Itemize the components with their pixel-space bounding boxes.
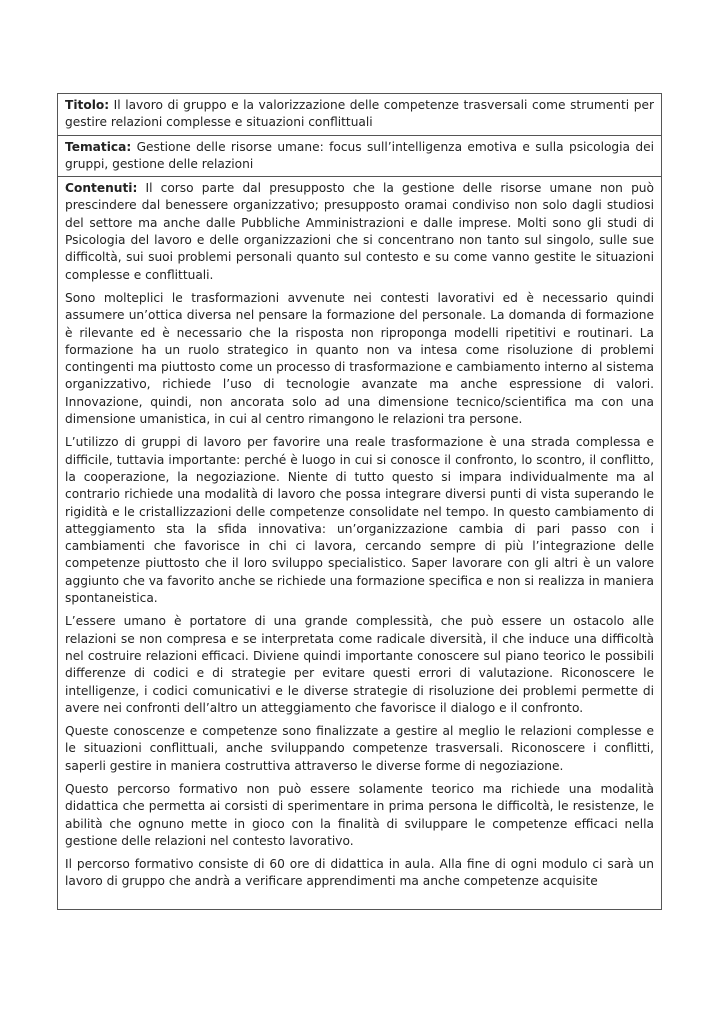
contenuti-label: Contenuti: (65, 181, 138, 196)
tematica-cell (58, 136, 661, 178)
contenuti-paragraph-3: L’utilizzo di gruppi di lavoro per favorire una reale trasformazione è una strada complessa e difficile, tuttavia importante: perché è luogo in cui si conosce il confronto, lo scontro, il conflitto, la cooperazione, la negoziazione. Niente di tutto questo si impara individualmente ma al contrario richiede una modalità di lavoro che possa integrare diversi punti di vista superando le rigidità e le cristallizzazioni delle competenze consolidate nel tempo. In questo cambiamento di atteggiamento sta la sfida innovativa: un’organizzazione cambia di pari passo con i cambiamenti che favorisce in chi ci lavora, cercando sempre di più l’integrazione delle competenze piuttosto che il loro sviluppo specialistico. Saper lavorare con gli altri è un valore aggiunto che va favorito anche se richiede una formazione specifica e non si realizza in maniera spontaneistica. (65, 435, 654, 606)
contenuti-paragraph-6: Questo percorso formativo non può essere solamente teorico ma richiede una modalità didattica che permetta ai corsisti di sperimentare in prima persona le difficoltà, le resistenze, le abilità che ognuno mette in gioco con la finalità di sviluppare le competenze efficaci nella gestione delle relazioni nel contesto lavorativo. (65, 781, 654, 848)
contenuti-paragraph-1 (65, 180, 654, 284)
titolo-text: Il lavoro di gruppo e la valorizzazione delle competenze trasversali come strumenti per gestire relazioni complesse e situazioni conflittuali (65, 98, 654, 130)
contenuti-first-text: Il corso parte dal presupposto che la gestione delle risorse umane non può prescindere dal benessere organizzativo; presupposto oramai condiviso non solo dagli studiosi del settore ma anche dalle Pubbliche Amministrazioni e dalle imprese. Molti sono gli studi di Psicologia del lavoro e delle organizzazioni che si concentrano non tanto sul singolo, sulle sue difficoltà, sui suoi problemi personali quanto sul contesto e su come vanno gestite le situazioni complesse e conflittuali. (65, 181, 654, 282)
contenuti-paragraph-4: L’essere umano è portatore di una grande complessità, che può essere un ostacolo alle relazioni se non compresa e se interpretata come radicale diversità, il che induce una difficoltà nel costruire relazioni efficaci. Diviene quindi importante conoscere sul piano teorico le possibili differenze di codici e di strategie per evitare questi errori di valutazione. Riconoscere le intelligenze, i codici comunicativi e le diverse strategie di risoluzione dei problemi permette di avere nei confronti dell’altro un atteggiamento che favorisce il dialogo e il confronto. (65, 614, 654, 715)
course-info-table (57, 93, 662, 910)
contenuti-paragraph-2: Sono molteplici le trasformazioni avvenute nei contesti lavorativi ed è necessario quindi assumere un’ottica diversa nel pensare la formazione del personale. La domanda di formazione è rilevante ed è necessario che la risposta non riproponga modelli ripetitivi e routinari. La formazione ha un ruolo strategico in quanto non va intesa come risoluzione di problemi contingenti ma piuttosto come un processo di trasformazione e cambiamento interno al sistema organizzativo, richiede l’uso di tecnologie avanzate ma anche espressione di valori. Innovazione, quindi, non ancorata solo ad una dimensione tecnico/scientifica ma con una dimensione umanistica, in cui al centro rimangono le relazioni tra persone. (65, 290, 654, 427)
titolo-cell (58, 94, 661, 136)
tematica-text: Gestione delle risorse umane: focus sull’intelligenza emotiva e sulla psicologia dei gruppi, gestione delle relazioni (65, 139, 654, 171)
tematica-label: Tematica: (65, 139, 132, 154)
contenuti-paragraph-7: Il percorso formativo consiste di 60 ore di didattica in aula. Alla fine di ogni modulo ci sarà un lavoro di gruppo che andrà a verificare apprendimenti ma anche competenze acquisite (65, 857, 654, 889)
contenuti-paragraph-5: Queste conoscenze e competenze sono finalizzate a gestire al meglio le relazioni complesse e le situazioni conflittuali, anche sviluppando competenze trasversali. Riconoscere i conflitti, saperli gestire in maniera costruttiva attraverso le diverse forme di negoziazione. (65, 724, 654, 773)
titolo-label: Titolo: (65, 98, 110, 112)
contenuti-cell (58, 177, 661, 909)
